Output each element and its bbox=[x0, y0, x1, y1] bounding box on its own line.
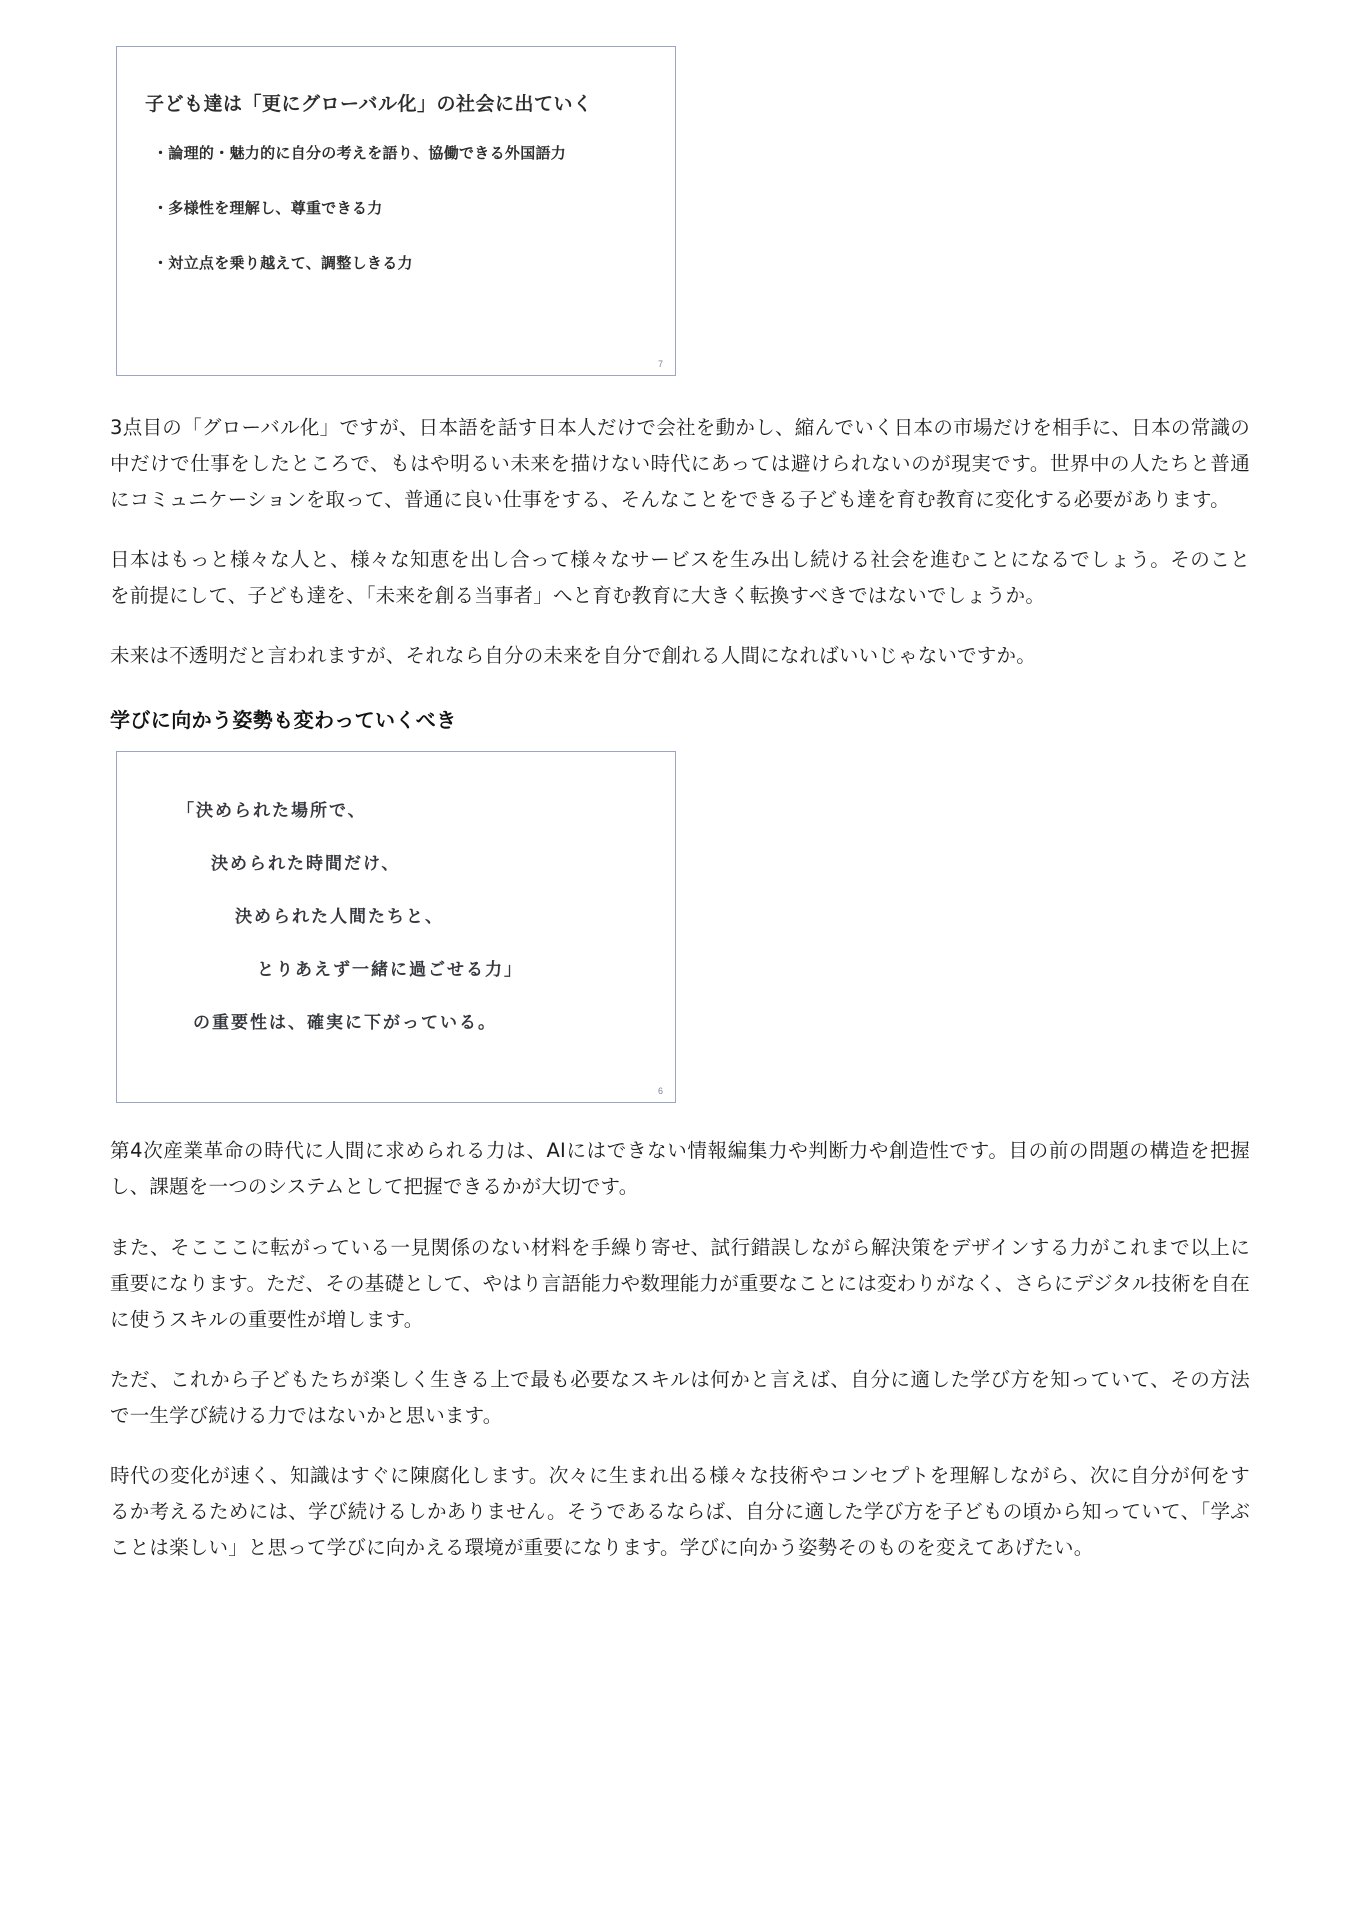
slide-line: の重要性は、確実に下がっている。 bbox=[193, 1013, 497, 1034]
body-paragraph: 3点目の「グローバル化」ですが、日本語を話す日本人だけで会社を動かし、縮んでいく日本の市場だけを相手に、日本の常識の中だけで仕事をしたところで、もはや明るい未来を描けない時代にあっては避けられないのが現実です。世界中の人たちと普通にコミュニケーションを取って、普通に良い仕事をする、そんなことをできる子ども達を育む教育に変化する必要があります。 bbox=[110, 416, 1250, 512]
body-paragraph: 時代の変化が速く、知識はすぐに陳腐化します。次々に生まれ出る様々な技術やコンセプトを理解しながら、次に自分が何をするか考えるためには、学び続けるしかありません。そうであるならば、自分に適した学び方を子どもの頃から知っていて、「学ぶことは楽しい」と思って学びに向かえる環境が重要になります。学びに向かう姿勢そのものを変えてあげたい。 bbox=[110, 1463, 1250, 1559]
section-subheading: 学びに向かう姿勢も変わっていくべき bbox=[110, 708, 457, 733]
slide-line: 決められた人間たちと、 bbox=[235, 907, 444, 928]
list-item: ・対立点を乗り越えて、調整しきる力 bbox=[153, 254, 413, 272]
slide-page-number: 6 bbox=[657, 1086, 663, 1097]
body-paragraph: 未来は不透明だと言われますが、それなら自分の未来を自分で創れる人間になればいいじゃないですか。 bbox=[110, 644, 1036, 668]
body-paragraph: 第4次産業革命の時代に人間に求められる力は、AIにはできない情報編集力や判断力や創造性です。目の前の問題の構造を把握し、課題を一つのシステムとして把握できるかが大切です。 bbox=[110, 1139, 1250, 1199]
body-paragraph: また、そこここに転がっている一見関係のない材料を手繰り寄せ、試行錯誤しながら解決策をデザインする力がこれまで以上に重要になります。ただ、その基礎として、やはり言語能力や数理能力が重要なことには変わりがなく、さらにデジタル技術を自在に使うスキルの重要性が増します。 bbox=[110, 1235, 1250, 1331]
slide-line: 「決められた場所で、 bbox=[177, 801, 367, 822]
slide-line: 決められた時間だけ、 bbox=[211, 854, 401, 875]
page-content bbox=[110, 0, 1250, 1590]
body-paragraph: 日本はもっと様々な人と、様々な知恵を出し合って様々なサービスを生み出し続ける社会を進むことになるでしょう。そのことを前提にして、子ども達を、「未来を創る当事者」へと育む教育に大きく転換すべきではないでしょうか。 bbox=[110, 548, 1250, 608]
body-paragraph: ただ、これから子どもたちが楽しく生きる上で最も必要なスキルは何かと言えば、自分に適した学び方を知っていて、その方法で一生学び続ける力ではないかと思います。 bbox=[110, 1367, 1250, 1427]
list-item: ・多様性を理解し、尊重できる力 bbox=[153, 199, 383, 217]
slide-title: 子ども達は「更にグローバル化」の社会に出ていく bbox=[145, 93, 593, 115]
slide-figure-globalization bbox=[116, 46, 676, 376]
slide-line: とりあえず一緒に過ごせる力」 bbox=[257, 960, 523, 981]
slide-figure-learning-attitude bbox=[116, 751, 676, 1103]
slide-bullet-list bbox=[117, 116, 675, 273]
list-item: ・論理的・魅力的に自分の考えを語り、協働できる外国語力 bbox=[153, 144, 567, 162]
slide-page-number: 7 bbox=[657, 359, 663, 369]
slide-line-group bbox=[117, 752, 675, 1033]
